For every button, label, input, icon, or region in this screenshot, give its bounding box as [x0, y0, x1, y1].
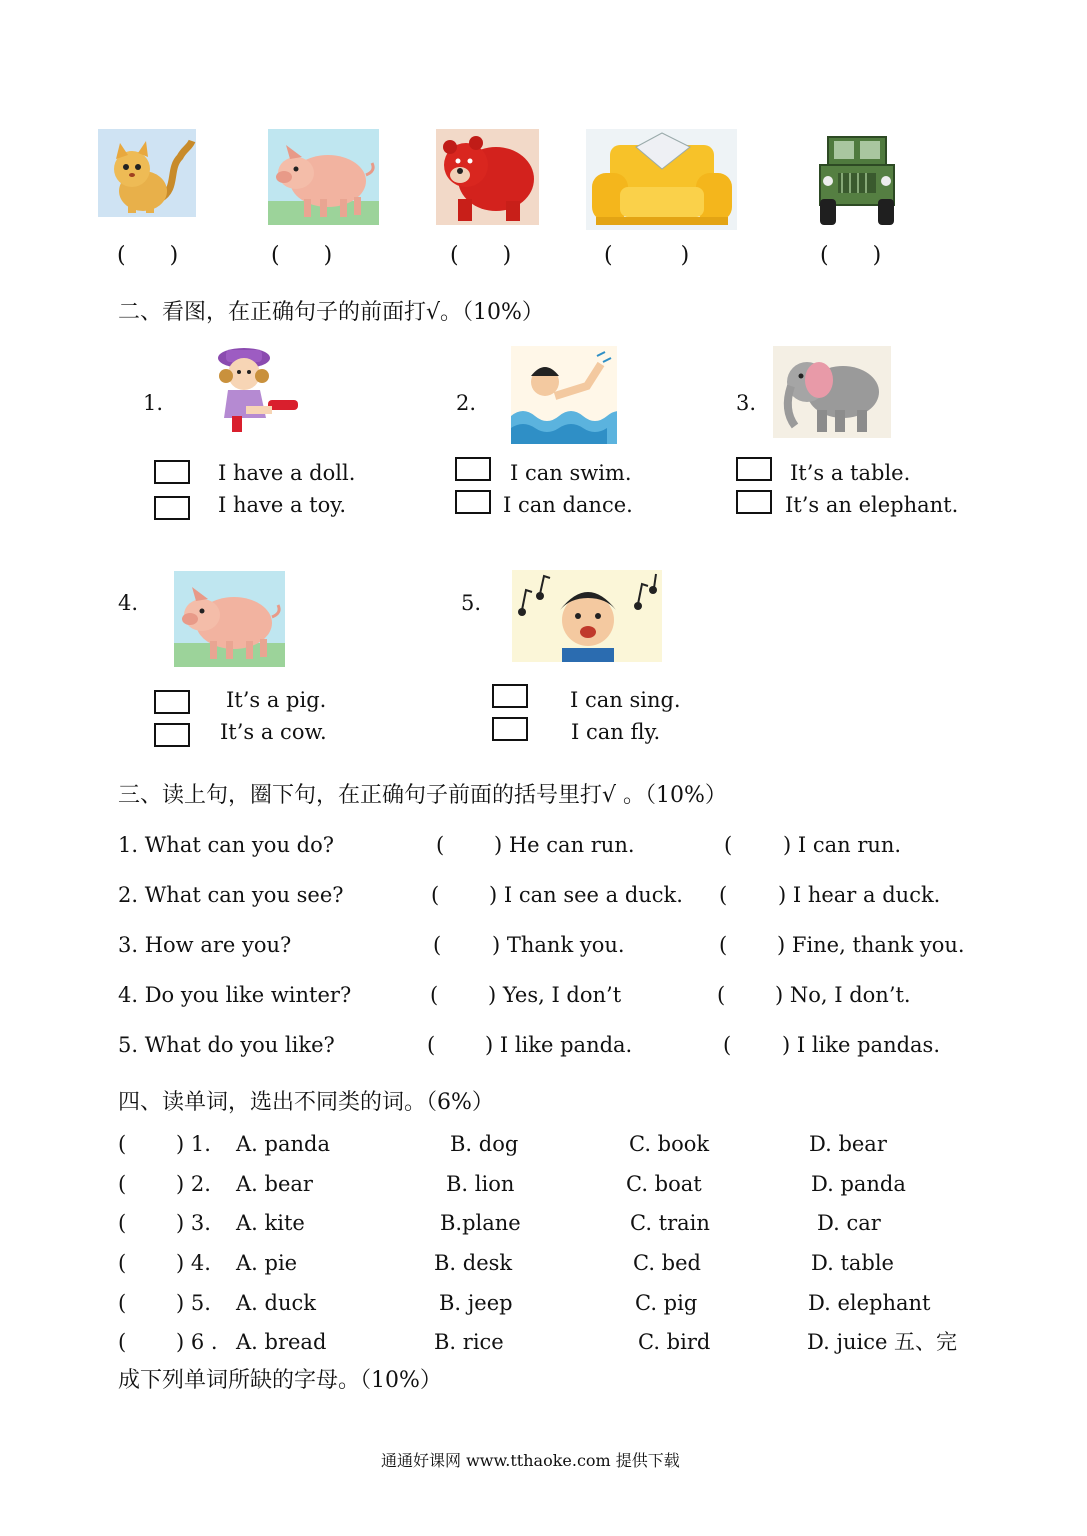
question-number: ) 4.	[176, 1251, 211, 1275]
checkbox[interactable]	[455, 457, 491, 481]
option-text: I have a toy.	[218, 493, 347, 517]
word-option-a: A. kite	[236, 1211, 305, 1235]
question-number: ) 2.	[176, 1172, 211, 1196]
option-text: I can sing.	[570, 688, 681, 712]
checkbox[interactable]	[736, 457, 772, 481]
checkbox[interactable]	[154, 723, 190, 747]
word-option-a: A. bear	[236, 1172, 313, 1196]
word-option-a: A. duck	[236, 1291, 316, 1315]
checkbox[interactable]	[154, 690, 190, 714]
open-paren[interactable]: (	[719, 933, 728, 957]
open-paren[interactable]: (	[118, 1172, 127, 1196]
option-text: I can dance.	[503, 493, 633, 517]
checkbox[interactable]	[154, 496, 190, 520]
word-option-b: B.plane	[440, 1211, 521, 1235]
checkbox[interactable]	[492, 684, 528, 708]
question: 1. What can you do?	[118, 833, 334, 857]
word-option-d: D. car	[817, 1211, 881, 1235]
swimmer-picture	[511, 346, 617, 444]
open-paren[interactable]: (	[723, 1033, 732, 1057]
open-paren[interactable]: (	[118, 1211, 127, 1235]
answer-option-b: ) I can run.	[783, 833, 902, 857]
word-option-d: D. bear	[809, 1132, 887, 1156]
checkbox[interactable]	[492, 717, 528, 741]
word-option-b: B. desk	[434, 1251, 513, 1275]
word-option-a: A. panda	[236, 1132, 330, 1156]
word-option-c: C. book	[629, 1132, 710, 1156]
word-option-d: D. table	[811, 1251, 894, 1275]
question: 2. What can you see?	[118, 883, 344, 907]
bear-picture	[436, 129, 539, 225]
word-option-b: B. lion	[446, 1172, 515, 1196]
question-number: ) 6 .	[176, 1330, 218, 1354]
answer-option-a: ) Thank you.	[492, 933, 625, 957]
option-text: I can fly.	[571, 720, 661, 744]
word-option-b: B. rice	[434, 1330, 504, 1354]
checkbox[interactable]	[736, 490, 772, 514]
word-option-d: D. panda	[811, 1172, 906, 1196]
word-option-c: C. pig	[635, 1291, 698, 1315]
answer-option-a: ) I can see a duck.	[489, 883, 683, 907]
option-text: I have a doll.	[218, 461, 356, 485]
option-text: It’s a cow.	[220, 720, 327, 744]
word-option-d: D. elephant	[808, 1291, 931, 1315]
open-paren[interactable]: (	[724, 833, 733, 857]
answer-paren-5[interactable]: ( )	[820, 243, 882, 268]
question-number: ) 1.	[176, 1132, 211, 1156]
question: 4. Do you like winter?	[118, 983, 352, 1007]
word-option-c: C. train	[630, 1211, 710, 1235]
open-paren[interactable]: (	[433, 933, 442, 957]
option-text: It’s a pig.	[226, 688, 327, 712]
word-option-a: A. bread	[236, 1330, 327, 1354]
answer-option-b: ) No, I don’t.	[775, 983, 911, 1007]
sofa-picture	[586, 129, 737, 230]
answer-paren-2[interactable]: ( )	[271, 243, 333, 268]
jeep-picture	[806, 129, 908, 229]
singer-picture	[512, 570, 662, 662]
answer-option-a: ) Yes, I don’t	[488, 983, 622, 1007]
pig-picture	[268, 129, 379, 225]
open-paren[interactable]: (	[431, 883, 440, 907]
answer-paren-3[interactable]: ( )	[450, 243, 512, 268]
open-paren[interactable]: (	[118, 1132, 127, 1156]
word-option-a: A. pie	[236, 1251, 298, 1275]
option-text: I can swim.	[510, 461, 632, 485]
pig-picture	[174, 571, 285, 667]
word-option-b: B. dog	[450, 1132, 519, 1156]
question-number: ) 3.	[176, 1211, 211, 1235]
item-number: 4.	[118, 591, 139, 615]
answer-option-a: ) He can run.	[494, 833, 635, 857]
section2-heading: 二、看图，在正确句子的前面打√。（10%）	[118, 300, 544, 325]
item-number: 2.	[456, 391, 477, 415]
open-paren[interactable]: (	[436, 833, 445, 857]
item-number: 1.	[143, 391, 164, 415]
open-paren[interactable]: (	[430, 983, 439, 1007]
checkbox[interactable]	[455, 490, 491, 514]
question-number: ) 5.	[176, 1291, 211, 1315]
question: 3. How are you?	[118, 933, 292, 957]
open-paren[interactable]: (	[427, 1033, 436, 1057]
item-number: 5.	[461, 591, 482, 615]
open-paren[interactable]: (	[118, 1251, 127, 1275]
word-option-c: C. bird	[638, 1330, 711, 1354]
option-text: It’s a table.	[790, 461, 911, 485]
cat-picture	[98, 129, 196, 217]
question: 5. What do you like?	[118, 1033, 335, 1057]
word-option-d: D. juice 五、完	[807, 1330, 958, 1354]
elephant-picture	[773, 346, 891, 438]
open-paren[interactable]: (	[719, 883, 728, 907]
section5-heading: 成下列单词所缺的字母。（10%）	[118, 1368, 442, 1393]
option-text: It’s an elephant.	[785, 493, 959, 517]
footer-credit: 通通好课网 www.tthaoke.com 提供下载	[381, 1451, 680, 1470]
answer-option-b: ) I like pandas.	[782, 1033, 941, 1057]
word-option-c: C. bed	[633, 1251, 701, 1275]
open-paren[interactable]: (	[118, 1291, 127, 1315]
item-number: 3.	[736, 391, 757, 415]
answer-paren-4[interactable]: ( )	[604, 243, 698, 268]
checkbox[interactable]	[154, 460, 190, 484]
answer-option-b: ) I hear a duck.	[778, 883, 941, 907]
doll-picture	[212, 344, 308, 444]
answer-paren-1[interactable]: ( )	[117, 243, 179, 268]
word-option-b: B. jeep	[439, 1291, 513, 1315]
open-paren[interactable]: (	[118, 1330, 127, 1354]
answer-option-b: ) Fine, thank you.	[777, 933, 965, 957]
open-paren[interactable]: (	[717, 983, 726, 1007]
section4-heading: 四、读单词，选出不同类的词。（6%）	[118, 1090, 494, 1115]
word-option-c: C. boat	[626, 1172, 702, 1196]
section3-heading: 三、读上句，圈下句，在正确句子前面的括号里打√ 。（10%）	[118, 783, 727, 808]
answer-option-a: ) I like panda.	[485, 1033, 633, 1057]
